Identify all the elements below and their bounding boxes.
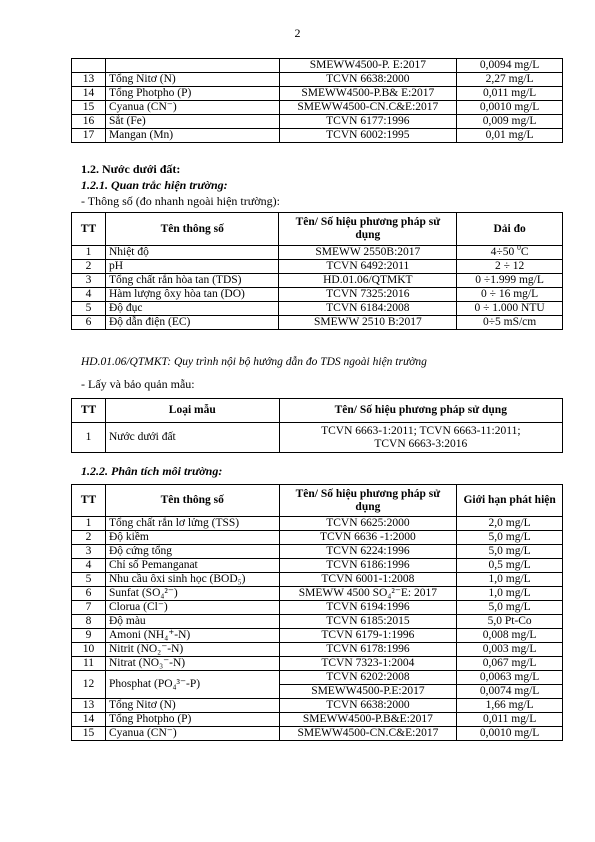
method-line-2: TCVN 6663-3:2016 — [374, 437, 468, 450]
table-row — [72, 671, 563, 685]
cell-name: Clorua (Cl⁻) — [105, 601, 279, 615]
cell-tt: 4 — [72, 559, 106, 573]
cell-name: Độ màu — [105, 615, 279, 629]
cell-name: Tổng Nitơ (N) — [105, 699, 279, 713]
cell-value: 0,5 mg/L — [457, 559, 563, 573]
cell-value: 1,0 mg/L — [457, 573, 563, 587]
cell-method: SMEWW4500-CN.C&E:2017 — [279, 727, 457, 741]
cell-value: 5,0 mg/L — [457, 601, 563, 615]
section-heading-groundwater: 1.2. Nước dưới đất: — [81, 162, 181, 176]
cell-tt: 6 — [72, 587, 106, 601]
cell-name: Tổng chất rắn lơ lửng (TSS) — [105, 517, 279, 531]
cell-name: Nhu cầu ôxi sinh học (BOD₅) — [105, 573, 279, 587]
cell-name: Tổng Nitơ (N) — [105, 73, 279, 87]
cell-method: TCVN 6185:2015 — [279, 615, 457, 629]
table-row — [72, 727, 563, 741]
cell-name: Mangan (Mn) — [105, 129, 279, 143]
note-tds-procedure: HD.01.06/QTMKT: Quy trình nội bộ hướng dẫn đo TDS ngoài hiện trường — [81, 356, 427, 368]
cell-tt: 17 — [72, 129, 106, 143]
cell-method: TCVN 6638:2000 — [279, 73, 457, 87]
cell-tt: 13 — [72, 699, 106, 713]
cell-name: Độ kiềm — [105, 531, 279, 545]
cell-tt: 14 — [72, 713, 106, 727]
field-params-intro: - Thông số (đo nhanh ngoài hiện trường): — [81, 194, 280, 208]
cell-method: SMEWW4500-P.E:2017 — [279, 685, 457, 699]
section-heading-analysis: 1.2.2. Phân tích môi trường: — [81, 464, 223, 478]
cell-value: 5,0 Pt-Co — [457, 615, 563, 629]
table-row — [72, 101, 563, 115]
cell-method: TCVN 6179-1:1996 — [279, 629, 457, 643]
cell-method: TCVN 6224:1996 — [279, 545, 457, 559]
cell-method: TCVN 7325:2016 — [279, 288, 457, 302]
cell-method: TCVN 6184:2008 — [279, 302, 457, 316]
cell-value: 0,067 mg/L — [457, 657, 563, 671]
table-row — [72, 129, 563, 143]
cell-tt: 10 — [72, 643, 106, 657]
cell-tt: 3 — [72, 274, 106, 288]
header-method: Tên/ Số hiệu phương pháp sử dụng — [279, 399, 562, 423]
table-row — [72, 587, 563, 601]
table-sampling — [71, 398, 563, 453]
header-sample-type: Loại mẫu — [105, 399, 279, 423]
table-row — [72, 316, 563, 330]
cell-value: 0,0010 mg/L — [457, 101, 563, 115]
cell-tt: 11 — [72, 657, 106, 671]
page-number: 2 — [294, 26, 301, 40]
cell-value: 0,008 mg/L — [457, 629, 563, 643]
cell-tt: 15 — [72, 101, 106, 115]
cell-name: Nitrit (NO₂⁻-N) — [105, 643, 279, 657]
cell-tt: 2 — [72, 531, 106, 545]
cell-sample-type: Nước dưới đất — [105, 423, 279, 453]
cell-value: 0,0063 mg/L — [457, 671, 563, 685]
cell-name: Nitrat (NO₃⁻-N) — [105, 657, 279, 671]
cell-method: SMEWW4500-P.B&E:2017 — [279, 713, 457, 727]
table-row — [72, 423, 563, 453]
cell-value: 2,0 mg/L — [457, 517, 563, 531]
cell-name: Độ cứng tổng — [105, 545, 279, 559]
cell-tt: 8 — [72, 615, 106, 629]
cell-range: 0 ÷ 16 mg/L — [457, 288, 563, 302]
table-row — [72, 517, 563, 531]
cell-value: 2,27 mg/L — [457, 73, 563, 87]
cell-name: Amoni (NH₄⁺-N) — [105, 629, 279, 643]
table-row — [72, 657, 563, 671]
table-field-measurement — [71, 212, 563, 330]
table-row — [72, 115, 563, 129]
cell-tt: 6 — [72, 316, 106, 330]
cell-method: TCVN 6001-1:2008 — [279, 573, 457, 587]
method-line-1: TCVN 6663-1:2011; TCVN 6663-11:2011; — [321, 424, 521, 437]
cell-tt: 3 — [72, 545, 106, 559]
cell-name: Độ đục — [105, 302, 279, 316]
table-row — [72, 274, 563, 288]
table-row — [72, 73, 563, 87]
cell-value: 0,0010 mg/L — [457, 727, 563, 741]
cell-method: TCVN 6002:1995 — [279, 129, 457, 143]
table-row — [72, 531, 563, 545]
cell-value: 0,0074 mg/L — [457, 685, 563, 699]
cell-range: 0÷5 mS/cm — [457, 316, 563, 330]
table-row — [72, 87, 563, 101]
cell-range: 4÷50 $^0$C — [457, 246, 563, 260]
cell-name: Phosphat (PO₄³⁻-P) — [105, 671, 279, 699]
cell-range: 0 ÷ 1.000 NTU — [457, 302, 563, 316]
cell-tt: 4 — [72, 288, 106, 302]
cell-method: TCVN 6194:1996 — [279, 601, 457, 615]
cell-value: 0,009 mg/L — [457, 115, 563, 129]
table-row — [72, 629, 563, 643]
cell-tt: 12 — [72, 671, 106, 699]
cell-name: Nhiệt độ — [105, 246, 279, 260]
table-row — [72, 59, 563, 73]
cell-name: Độ dẫn điện (EC) — [105, 316, 279, 330]
cell-tt — [72, 59, 106, 73]
cell-method: SMEWW 4500 SO₄²⁻E: 2017 — [279, 587, 457, 601]
cell-tt: 5 — [72, 302, 106, 316]
table-row — [72, 699, 563, 713]
cell-method: HD.01.06/QTMKT — [279, 274, 457, 288]
cell-range: 2 ÷ 12 — [457, 260, 563, 274]
table-surface-water-continued — [71, 58, 563, 143]
cell-tt: 15 — [72, 727, 106, 741]
header-range: Dải đo — [457, 213, 563, 246]
cell-method: SMEWW 2510 B:2017 — [279, 316, 457, 330]
cell-value: 0,0094 mg/L — [457, 59, 563, 73]
cell-value: 0,003 mg/L — [457, 643, 563, 657]
cell-name: Tổng chất rắn hòa tan (TDS) — [105, 274, 279, 288]
table-row — [72, 246, 563, 260]
cell-value: 1,0 mg/L — [457, 587, 563, 601]
cell-tt: 16 — [72, 115, 106, 129]
cell-name: Sắt (Fe) — [105, 115, 279, 129]
cell-value: 5,0 mg/L — [457, 531, 563, 545]
header-method: Tên/ Số hiệu phương pháp sử dụng — [279, 485, 457, 517]
header-parameter: Tên thông số — [105, 213, 279, 246]
cell-name: Tổng Photpho (P) — [105, 87, 279, 101]
cell-tt: 5 — [72, 573, 106, 587]
table-row — [72, 260, 563, 274]
header-detection-limit: Giới hạn phát hiện — [457, 485, 563, 517]
cell-method: SMEWW 2550B:2017 — [279, 246, 457, 260]
cell-name: Cyanua (CN⁻) — [105, 101, 279, 115]
cell-method: TCVN 6636 -1:2000 — [279, 531, 457, 545]
header-tt: TT — [72, 399, 106, 423]
cell-tt: 2 — [72, 260, 106, 274]
header-tt: TT — [72, 213, 106, 246]
cell-method: TCVN 6202:2008 — [279, 671, 457, 685]
cell-value: 0,011 mg/L — [457, 87, 563, 101]
table-row — [72, 601, 563, 615]
table-row — [72, 713, 563, 727]
header-method: Tên/ Số hiệu phương pháp sử dụng — [279, 213, 457, 246]
cell-name: Tổng Photpho (P) — [105, 713, 279, 727]
cell-tt: 1 — [72, 423, 106, 453]
sampling-intro: - Lấy và bảo quản mẫu: — [81, 377, 195, 391]
table-row — [72, 302, 563, 316]
cell-name: Hàm lượng ôxy hòa tan (DO) — [105, 288, 279, 302]
cell-method: TCVN 6178:1996 — [279, 643, 457, 657]
cell-value: 0,011 mg/L — [457, 713, 563, 727]
cell-method: TCVN 6625:2000 — [279, 517, 457, 531]
cell-name: Cyanua (CN⁻) — [105, 727, 279, 741]
cell-name: Chỉ số Pemanganat — [105, 559, 279, 573]
cell-name — [105, 59, 279, 73]
cell-value: 1,66 mg/L — [457, 699, 563, 713]
cell-method: SMEWW4500-P. E:2017 — [279, 59, 457, 73]
cell-tt: 7 — [72, 601, 106, 615]
cell-method: SMEWW4500-CN.C&E:2017 — [279, 101, 457, 115]
cell-value: 5,0 mg/L — [457, 545, 563, 559]
header-tt: TT — [72, 485, 106, 517]
table-row — [72, 615, 563, 629]
cell-tt: 13 — [72, 73, 106, 87]
cell-name: pH — [105, 260, 279, 274]
cell-range: 0 ÷1.999 mg/L — [457, 274, 563, 288]
cell-value: 0,01 mg/L — [457, 129, 563, 143]
cell-method: TCVN 7323-1:2004 — [279, 657, 457, 671]
table-row — [72, 288, 563, 302]
table-row — [72, 559, 563, 573]
header-parameter: Tên thông số — [105, 485, 279, 517]
table-row — [72, 573, 563, 587]
cell-method: TCVN 6638:2000 — [279, 699, 457, 713]
cell-tt: 1 — [72, 517, 106, 531]
section-heading-field-monitoring: 1.2.1. Quan trắc hiện trường: — [81, 178, 228, 192]
cell-tt: 14 — [72, 87, 106, 101]
cell-name: Sunfat (SO₄²⁻) — [105, 587, 279, 601]
cell-method — [279, 423, 562, 453]
cell-method: TCVN 6492:2011 — [279, 260, 457, 274]
cell-method: TCVN 6177:1996 — [279, 115, 457, 129]
cell-method: SMEWW4500-P.B& E:2017 — [279, 87, 457, 101]
table-row — [72, 545, 563, 559]
cell-method: TCVN 6186:1996 — [279, 559, 457, 573]
table-analysis — [71, 484, 563, 741]
table-row — [72, 643, 563, 657]
cell-tt: 9 — [72, 629, 106, 643]
cell-tt: 1 — [72, 246, 106, 260]
